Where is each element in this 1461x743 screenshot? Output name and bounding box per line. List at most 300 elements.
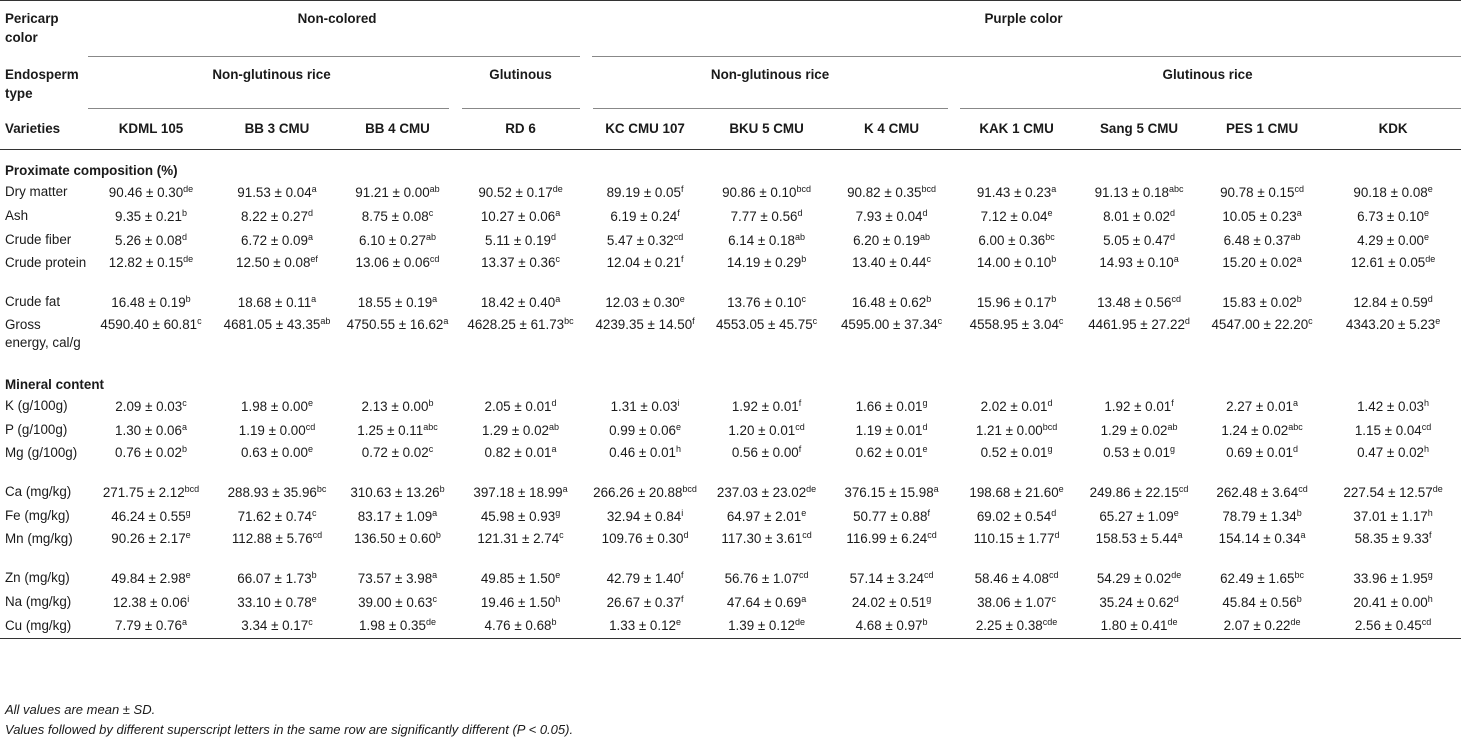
cell-value: 0.72 ± 0.02 — [361, 445, 429, 460]
cell-value: 91.21 ± 0.00 — [355, 184, 430, 200]
significance-letter: abc — [423, 421, 438, 432]
table-cell — [340, 394, 455, 418]
table-body — [0, 150, 1461, 639]
cell-value: 16.48 ± 0.62 — [851, 294, 927, 310]
significance-letter: e — [307, 444, 313, 454]
cell-value: 18.42 ± 0.40 — [480, 294, 556, 310]
significance-letter: cd — [1298, 483, 1308, 494]
table-cell — [1325, 180, 1461, 204]
significance-letter: e — [1058, 483, 1064, 494]
significance-letter: d — [1293, 444, 1299, 454]
cell-value: 4595.00 ± 37.34 — [840, 317, 938, 332]
cell-value: 6.73 ± 0.10 — [1357, 208, 1425, 224]
significance-letter: b — [311, 569, 317, 580]
table-cell — [1079, 290, 1199, 314]
table-cell — [88, 480, 214, 504]
variety-header: BB 3 CMU — [214, 109, 340, 150]
cell-value: 4590.40 ± 60.81 — [100, 317, 198, 332]
cell-value: 1.19 ± 0.01 — [855, 422, 923, 438]
table-cell — [954, 394, 1079, 418]
cell-value: 12.03 ± 0.30 — [605, 294, 680, 310]
table-cell — [704, 442, 829, 480]
cell-value: 91.53 ± 0.04 — [237, 184, 312, 200]
table-cell — [954, 480, 1079, 504]
cell-value: 2.02 ± 0.01 — [980, 398, 1048, 414]
significance-letter: b — [1051, 254, 1057, 264]
cell-value: 121.31 ± 2.74 — [477, 531, 560, 546]
row-label: Mg (g/100g) — [5, 445, 78, 460]
variety-header: KDML 105 — [88, 109, 214, 150]
variety-header: KC CMU 107 — [586, 109, 704, 150]
significance-letter: b — [1051, 293, 1057, 304]
cell-value: 15.20 ± 0.02 — [1222, 255, 1297, 270]
significance-letter: de — [425, 617, 436, 628]
cell-value: 58.35 ± 9.33 — [1354, 531, 1429, 546]
cell-value: 90.18 ± 0.08 — [1353, 184, 1428, 200]
table-cell — [954, 528, 1079, 566]
significance-letter: c — [1051, 593, 1056, 604]
table-cell — [1199, 590, 1325, 614]
table-cell — [1079, 252, 1199, 290]
table-cell — [586, 180, 704, 204]
table-cell — [88, 290, 214, 314]
cell-value: 10.05 ± 0.23 — [1222, 208, 1297, 224]
table-cell — [1079, 566, 1199, 590]
table-cell — [88, 614, 214, 638]
cell-value: 46.24 ± 0.55 — [111, 508, 186, 524]
significance-letter: cd — [1421, 617, 1432, 628]
cell-value: 12.04 ± 0.21 — [606, 255, 681, 270]
significance-letter: e — [185, 569, 191, 580]
table-row — [0, 566, 1461, 590]
cell-value: 7.79 ± 0.76 — [115, 618, 182, 634]
cell-value: 49.84 ± 2.98 — [111, 570, 186, 586]
table-cell — [586, 442, 704, 480]
significance-letter: cd — [305, 421, 316, 432]
table-cell — [829, 480, 954, 504]
significance-letter: c — [428, 207, 434, 218]
significance-letter: f — [680, 254, 684, 264]
significance-letter: cd — [802, 530, 812, 540]
table-cell — [1079, 528, 1199, 566]
table-row — [0, 590, 1461, 614]
table-cell — [1199, 614, 1325, 638]
significance-letter: f — [692, 316, 695, 326]
table-cell — [455, 394, 586, 418]
table-cell — [1079, 590, 1199, 614]
table-cell — [1325, 290, 1461, 314]
table-cell — [340, 614, 455, 638]
cell-value: 1.92 ± 0.01 — [731, 398, 799, 414]
table-row — [0, 290, 1461, 314]
table-cell — [586, 614, 704, 638]
table-cell — [954, 614, 1079, 638]
significance-letter: c — [812, 316, 818, 326]
significance-letter: abc — [1288, 421, 1303, 432]
table-cell — [1199, 504, 1325, 528]
cell-value: 1.24 ± 0.02 — [1221, 422, 1289, 438]
table-cell — [829, 418, 954, 442]
cell-value: 0.53 ± 0.01 — [1103, 445, 1170, 460]
table-cell — [1079, 394, 1199, 418]
significance-letter: de — [183, 183, 194, 194]
cell-value: 18.55 ± 0.19 — [357, 294, 433, 310]
table-cell — [704, 504, 829, 528]
significance-letter: a — [432, 569, 438, 580]
table-cell — [1325, 528, 1461, 566]
table-cell — [340, 252, 455, 290]
cell-value: 73.57 ± 3.98 — [357, 570, 433, 586]
cell-value: 0.47 ± 0.02 — [1357, 445, 1425, 460]
cell-value: 12.50 ± 0.08 — [236, 255, 311, 270]
cell-value: 50.77 ± 0.88 — [853, 508, 928, 524]
significance-letter: d — [1170, 231, 1176, 242]
table-cell — [1325, 480, 1461, 504]
cell-value: 0.76 ± 0.02 — [115, 445, 182, 460]
cell-value: 91.43 ± 0.23 — [976, 184, 1052, 200]
significance-letter: abc — [1168, 183, 1184, 194]
significance-letter: b — [181, 444, 187, 454]
table-cell — [1199, 314, 1325, 364]
varieties-label: Varieties — [0, 109, 88, 150]
table-cell — [586, 204, 704, 228]
cell-value: 1.21 ± 0.00 — [975, 422, 1043, 438]
significance-letter: ab — [429, 183, 440, 194]
footnotes — [5, 700, 573, 740]
cell-value: 13.76 ± 0.10 — [727, 294, 802, 310]
cell-value: 1.39 ± 0.12 — [728, 618, 795, 634]
significance-letter: i — [681, 507, 684, 518]
cell-value: 64.97 ± 2.01 — [726, 508, 802, 524]
significance-letter: d — [1170, 207, 1176, 218]
cell-value: 0.69 ± 0.01 — [1226, 445, 1293, 460]
cell-value: 33.96 ± 1.95 — [1353, 570, 1428, 586]
cell-value: 271.75 ± 2.12 — [102, 484, 185, 500]
cell-value: 5.26 ± 0.08 — [115, 232, 182, 248]
table-cell — [1199, 528, 1325, 566]
significance-letter: c — [937, 316, 943, 326]
cell-value: 6.10 ± 0.27 — [359, 232, 426, 248]
variety-header: RD 6 — [455, 109, 586, 150]
significance-letter: e — [555, 569, 561, 580]
table-cell — [88, 566, 214, 590]
cell-value: 6.72 ± 0.09 — [241, 232, 308, 248]
cell-value: 90.82 ± 0.35 — [847, 184, 922, 200]
significance-letter: g — [1170, 444, 1176, 454]
significance-letter: c — [182, 397, 187, 408]
cell-value: 109.76 ± 0.30 — [601, 531, 684, 546]
table-cell — [1199, 418, 1325, 442]
significance-letter: b — [922, 617, 928, 628]
significance-letter: b — [1296, 293, 1302, 304]
table-cell — [340, 528, 455, 566]
cell-value: 8.75 ± 0.08 — [361, 208, 429, 224]
significance-letter: bc — [1294, 569, 1304, 580]
variety-header: KAK 1 CMU — [954, 109, 1079, 150]
cell-value: 4.29 ± 0.00 — [1357, 232, 1425, 248]
row-label: Zn (mg/kg) — [5, 570, 70, 585]
section-title: Proximate composition (%) — [5, 163, 178, 178]
significance-letter: f — [680, 569, 684, 580]
table-cell — [214, 204, 340, 228]
cell-value: 262.48 ± 3.64 — [1216, 484, 1299, 500]
table-cell — [340, 418, 455, 442]
significance-letter: c — [801, 293, 806, 304]
table-cell — [954, 228, 1079, 252]
table-cell — [829, 180, 954, 204]
table-cell — [1199, 480, 1325, 504]
cell-value: 45.98 ± 0.93 — [480, 508, 556, 524]
cell-value: 14.19 ± 0.29 — [726, 255, 802, 270]
table-cell — [704, 228, 829, 252]
cell-value: 2.27 ± 0.01 — [1226, 398, 1293, 414]
table-cell — [954, 504, 1079, 528]
table-cell — [88, 314, 214, 364]
cell-value: 1.31 ± 0.03 — [610, 398, 678, 414]
significance-letter: de — [1167, 617, 1178, 628]
cell-value: 310.63 ± 13.26 — [350, 484, 440, 500]
table-cell — [1079, 480, 1199, 504]
table-cell — [704, 480, 829, 504]
cell-value: 0.52 ± 0.01 — [980, 445, 1048, 460]
cell-value: 4.76 ± 0.68 — [484, 618, 552, 634]
table-cell — [586, 290, 704, 314]
table-cell — [455, 228, 586, 252]
significance-letter: d — [1047, 397, 1053, 408]
table-row — [0, 180, 1461, 204]
significance-letter: a — [181, 421, 187, 432]
cell-value: 71.62 ± 0.74 — [237, 508, 312, 524]
significance-letter: e — [307, 397, 313, 408]
cell-value: 1.29 ± 0.02 — [482, 422, 549, 438]
cell-value: 4239.35 ± 14.50 — [595, 317, 693, 332]
cell-value: 47.64 ± 0.69 — [726, 594, 802, 610]
cell-value: 1.98 ± 0.00 — [241, 398, 308, 414]
table-cell — [1079, 204, 1199, 228]
row-label: P (g/100g) — [5, 422, 68, 437]
cell-value: 0.56 ± 0.00 — [731, 445, 799, 460]
table-cell — [704, 252, 829, 290]
table-row — [0, 504, 1461, 528]
table-row — [0, 394, 1461, 418]
table-cell — [1325, 394, 1461, 418]
table-cell — [704, 614, 829, 638]
cell-value: 158.53 ± 5.44 — [1095, 531, 1178, 546]
significance-letter: b — [1296, 507, 1302, 518]
cell-value: 1.15 ± 0.04 — [1354, 422, 1422, 438]
significance-letter: a — [551, 444, 557, 454]
table-cell — [88, 528, 214, 566]
variety-header: Sang 5 CMU — [1079, 109, 1199, 150]
table-cell — [88, 442, 214, 480]
significance-letter: ef — [310, 254, 318, 264]
table-cell — [340, 504, 455, 528]
significance-letter: f — [798, 444, 802, 454]
significance-letter: ab — [548, 421, 559, 432]
cell-value: 4681.05 ± 43.35 — [223, 317, 321, 332]
significance-letter: de — [552, 183, 563, 194]
variety-header: PES 1 CMU — [1199, 109, 1325, 150]
cell-value: 116.99 ± 6.24 — [846, 531, 928, 546]
significance-letter: e — [1424, 231, 1430, 242]
significance-letter: a — [555, 293, 561, 304]
significance-letter: c — [428, 444, 434, 454]
significance-letter: cde — [1042, 617, 1058, 628]
significance-letter: b — [926, 293, 932, 304]
cell-value: 5.47 ± 0.32 — [606, 232, 674, 248]
significance-letter: e — [679, 293, 685, 304]
cell-value: 4.68 ± 0.97 — [855, 618, 923, 634]
table-cell — [340, 228, 455, 252]
table-cell — [704, 314, 829, 364]
table-row — [0, 204, 1461, 228]
table-row — [0, 480, 1461, 504]
significance-letter: c — [432, 593, 437, 604]
significance-letter: a — [555, 207, 561, 218]
significance-letter: f — [680, 593, 684, 604]
table-cell — [829, 204, 954, 228]
significance-letter: h — [1424, 444, 1430, 454]
table-cell — [829, 528, 954, 566]
table-cell — [88, 590, 214, 614]
significance-letter: e — [676, 421, 682, 432]
significance-letter: b — [1296, 593, 1302, 604]
table-cell — [1079, 180, 1199, 204]
table-cell — [340, 590, 455, 614]
cell-value: 90.78 ± 0.15 — [1220, 184, 1295, 200]
significance-letter: g — [922, 397, 928, 408]
cell-value: 4461.95 ± 27.22 — [1088, 317, 1185, 332]
significance-letter: a — [311, 183, 317, 194]
table-cell — [586, 504, 704, 528]
cell-value: 227.54 ± 12.57 — [1343, 484, 1433, 500]
significance-letter: c — [311, 507, 317, 518]
table-cell — [214, 290, 340, 314]
table-cell — [704, 290, 829, 314]
cell-value: 0.62 ± 0.01 — [855, 445, 923, 460]
significance-letter: ab — [425, 231, 436, 242]
table-cell — [586, 252, 704, 290]
table-cell — [954, 180, 1079, 204]
significance-letter: h — [555, 593, 561, 604]
cell-value: 90.52 ± 0.17 — [478, 184, 553, 200]
significance-letter: c — [555, 254, 560, 264]
significance-letter: a — [1173, 254, 1179, 264]
significance-letter: d — [797, 207, 803, 218]
cell-value: 1.20 ± 0.01 — [728, 422, 796, 438]
significance-letter: e — [676, 617, 682, 628]
table-cell — [88, 418, 214, 442]
row-label: Mn (mg/kg) — [5, 531, 73, 546]
table-cell — [829, 590, 954, 614]
table-cell — [1079, 442, 1199, 480]
table-cell — [214, 394, 340, 418]
cell-value: 1.66 ± 0.01 — [855, 398, 923, 414]
cell-value: 35.24 ± 0.62 — [1099, 594, 1174, 610]
cell-value: 2.13 ± 0.00 — [361, 398, 429, 414]
significance-letter: a — [1300, 530, 1306, 540]
significance-letter: i — [187, 593, 190, 604]
table-cell — [340, 314, 455, 364]
table-cell — [586, 394, 704, 418]
pericarp-color-label: Pericarp color — [5, 11, 59, 45]
cell-value: 198.68 ± 21.60 — [969, 484, 1059, 500]
table-cell — [340, 180, 455, 204]
significance-letter: g — [1427, 569, 1433, 580]
table-cell — [455, 480, 586, 504]
table-cell — [829, 228, 954, 252]
significance-letter: bc — [1045, 231, 1055, 242]
variety-header: BKU 5 CMU — [704, 109, 829, 150]
cell-value: 49.85 ± 1.50 — [480, 570, 556, 586]
cell-value: 2.56 ± 0.45 — [1354, 618, 1422, 634]
cell-value: 15.96 ± 0.17 — [976, 294, 1052, 310]
significance-letter: a — [181, 617, 187, 628]
cell-value: 1.19 ± 0.00 — [238, 422, 306, 438]
table-cell — [455, 504, 586, 528]
significance-letter: d — [307, 207, 313, 218]
significance-letter: ab — [1167, 421, 1178, 432]
significance-letter: cd — [1048, 569, 1059, 580]
significance-letter: a — [1177, 530, 1183, 540]
cell-value: 16.48 ± 0.19 — [111, 294, 186, 310]
table-cell — [1325, 614, 1461, 638]
table-cell — [214, 504, 340, 528]
cell-value: 14.93 ± 0.10 — [1099, 255, 1174, 270]
table-cell — [455, 614, 586, 638]
significance-letter: c — [197, 316, 202, 326]
cell-value: 12.38 ± 0.06 — [112, 594, 188, 610]
cell-value: 8.22 ± 0.27 — [241, 208, 308, 224]
table-cell — [1199, 252, 1325, 290]
row-label: Dry matter — [5, 184, 68, 199]
significance-letter: de — [1425, 254, 1436, 264]
table-cell — [586, 528, 704, 566]
significance-letter: ab — [920, 231, 931, 242]
table-cell — [1199, 204, 1325, 228]
row-label: Ca (mg/kg) — [5, 484, 72, 499]
significance-letter: e — [311, 593, 317, 604]
cell-value: 12.84 ± 0.59 — [1353, 294, 1428, 310]
table-cell — [340, 566, 455, 590]
cell-value: 6.14 ± 0.18 — [728, 232, 795, 248]
significance-letter: cd — [429, 254, 440, 264]
cell-value: 39.00 ± 0.63 — [358, 594, 433, 610]
significance-letter: d — [1427, 293, 1433, 304]
table-cell — [1325, 590, 1461, 614]
significance-letter: ab — [1290, 231, 1301, 242]
significance-letter: cd — [795, 421, 805, 432]
significance-letter: f — [798, 397, 802, 408]
table-cell — [586, 480, 704, 504]
cell-value: 397.18 ± 18.99 — [473, 484, 563, 500]
cell-value: 6.20 ± 0.19 — [853, 232, 920, 248]
cell-value: 57.14 ± 3.24 — [849, 570, 924, 586]
table-cell — [704, 566, 829, 590]
cell-value: 4628.25 ± 61.73 — [467, 317, 565, 332]
significance-letter: d — [181, 231, 187, 242]
table-cell — [829, 314, 954, 364]
row-label: Gross energy, cal/g — [5, 317, 81, 350]
significance-letter: d — [551, 397, 557, 408]
significance-letter: bc — [564, 316, 574, 326]
cell-value: 0.46 ± 0.01 — [609, 445, 676, 460]
table-cell — [1199, 442, 1325, 480]
significance-letter: de — [1432, 483, 1443, 494]
significance-letter: cd — [312, 530, 323, 540]
cell-value: 58.46 ± 4.08 — [974, 570, 1049, 586]
significance-letter: a — [443, 316, 449, 326]
